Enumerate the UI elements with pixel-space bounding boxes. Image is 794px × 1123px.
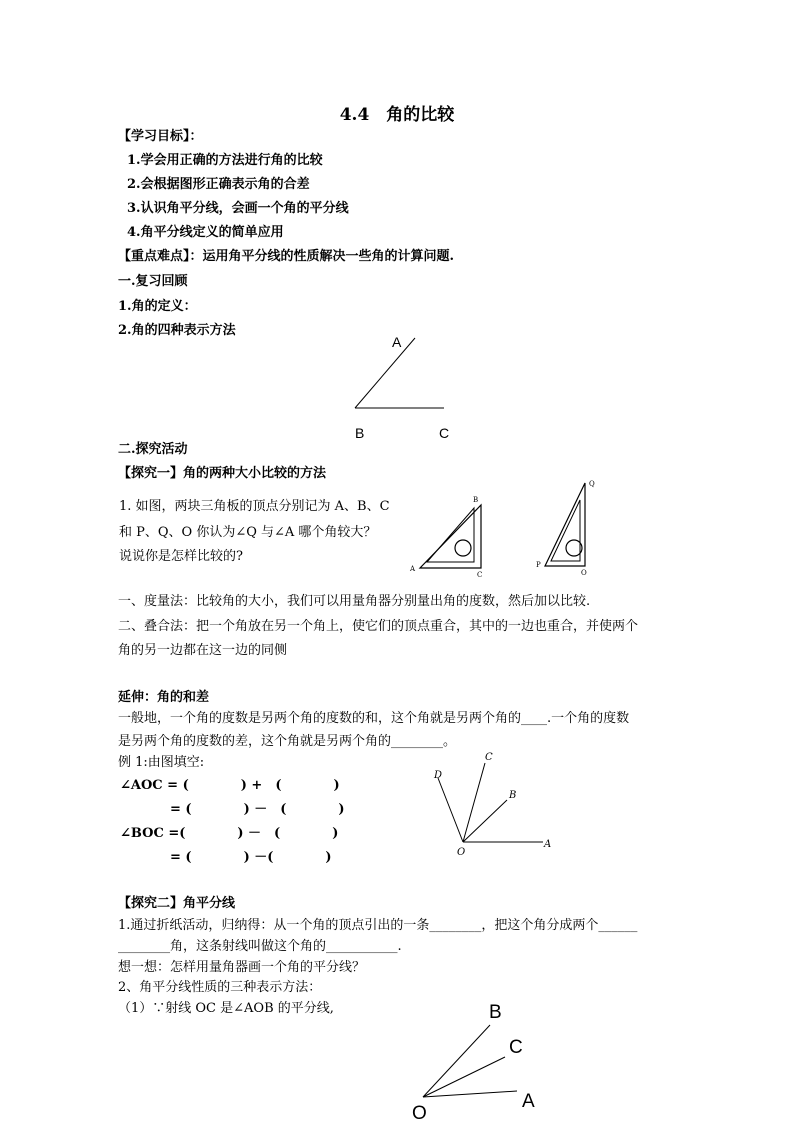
- ray-label-c: C: [485, 752, 493, 763]
- ray-oc: [463, 763, 485, 842]
- tri-label-p: P: [536, 561, 541, 569]
- triangle-abc-inner: [427, 508, 474, 562]
- ray-ob: [463, 800, 507, 842]
- review-heading: 一.复习回顾: [118, 274, 188, 289]
- explore-heading: 二.探究活动: [118, 442, 188, 457]
- goal-item: 2.会根据图形正确表示角的合差: [127, 177, 310, 192]
- goals-heading: 【学习目标】：: [118, 129, 203, 144]
- extension-line1: 一般地，一个角的度数是另两个角的度数的和，这个角就是另两个角的____.一个角的度数: [118, 711, 630, 726]
- equation-aoc-diff: = ( ) － ( ): [170, 802, 345, 817]
- label-a: A: [392, 334, 402, 350]
- bisector-figure: [405, 995, 565, 1123]
- ray-label-o: O: [457, 847, 466, 858]
- triangle-abc-hole: [455, 540, 471, 556]
- explore2-line1: 1.通过折纸活动，归纳得：从一个角的顶点引出的一条________，把这个角分成两个______: [118, 918, 638, 933]
- explore1-q1-line2: 和 P、Q、O 你认为∠Q 与∠A 哪个角较大？: [119, 525, 377, 540]
- goal-item: 1.学会用正确的方法进行角的比较: [127, 153, 323, 168]
- ray-label-a: A: [544, 839, 552, 850]
- ray-oc-bisector: [423, 1057, 505, 1097]
- extension-heading-text: 延伸：角的和差: [118, 690, 210, 705]
- goal-item: 4.角平分线定义的简单应用: [127, 225, 284, 240]
- ray-ob-bisector: [423, 1025, 490, 1097]
- explore2-line2: ________角，这条射线叫做这个角的___________.: [118, 939, 402, 954]
- ray-od: [438, 778, 463, 842]
- equation-aoc-sum: ∠AOC = ( ) + ( ): [120, 778, 340, 793]
- review-q2: 2.角的四种表示方法: [118, 323, 236, 338]
- explore1-q1-line1: 1. 如图，两块三角板的顶点分别记为 A、B、C: [119, 499, 390, 514]
- ray-label-b: B: [509, 790, 517, 801]
- ray-label-d: D: [434, 770, 443, 781]
- equation-boc-diff2: = ( ) －( ): [170, 850, 332, 865]
- method-measure: 一、度量法：比较角的大小，我们可以用量角器分别量出角的度数，然后加以比较.: [118, 594, 591, 609]
- explore1-q1-line3: 说说你是怎样比较的?: [119, 549, 243, 564]
- review-q1: 1.角的定义：: [118, 299, 197, 314]
- label-b: B: [355, 425, 365, 441]
- example-label: 例 1:由图填空:: [118, 755, 205, 770]
- explore2-q2: 2、角平分线性质的三种表示方法：: [118, 980, 322, 995]
- bisector-label-c: C: [509, 1037, 523, 1058]
- tri-label-o: O: [581, 569, 587, 577]
- tri-label-q: Q: [589, 480, 595, 488]
- method-overlap-line1: 二、叠合法：把一个角放在另一个角上，使它们的顶点重合，其中的一边也重合，并使两个: [118, 619, 639, 634]
- tri-label-b: B: [473, 496, 479, 504]
- bisector-label-b: B: [489, 1002, 502, 1023]
- equation-boc-diff: ∠BOC =( ) － ( ): [120, 826, 339, 841]
- rays-figure: [420, 745, 560, 860]
- explore1-title: 【探究一】角的两种大小比较的方法: [118, 466, 327, 481]
- key-points: 【重点难点】：运用角平分线的性质解决一些角的计算问题.: [118, 249, 455, 264]
- triangle-abc: [420, 505, 481, 568]
- triangle-pqo-inner: [551, 500, 580, 561]
- extension-heading: [118, 689, 209, 707]
- tri-label-a: A: [410, 565, 416, 573]
- ray-oa-bisector: [423, 1091, 517, 1097]
- method-overlap-line2: 角的另一边都在这一边的同侧: [118, 643, 288, 658]
- tri-label-c: C: [477, 571, 483, 578]
- label-c: C: [439, 425, 450, 441]
- explore2-title: 【探究二】角平分线: [118, 896, 236, 911]
- goal-item: 3.认识角平分线，会画一个角的平分线: [127, 201, 349, 216]
- angle-abc-figure: [340, 330, 470, 445]
- ray-ba: [355, 338, 415, 408]
- extension-line2: 是另两个角的度数的差，这个角就是另两个角的________。: [118, 734, 457, 749]
- bisector-label-o: O: [412, 1103, 427, 1123]
- bisector-label-a: A: [522, 1091, 535, 1112]
- explore2-think: 想一想：怎样用量角器画一个角的平分线？: [118, 960, 366, 975]
- triangles-figure: [405, 478, 605, 578]
- explore2-q2-1: （1）∵射线 OC 是∠AOB 的平分线,: [118, 1001, 334, 1016]
- page-title: 4.4 角的比较: [339, 105, 455, 125]
